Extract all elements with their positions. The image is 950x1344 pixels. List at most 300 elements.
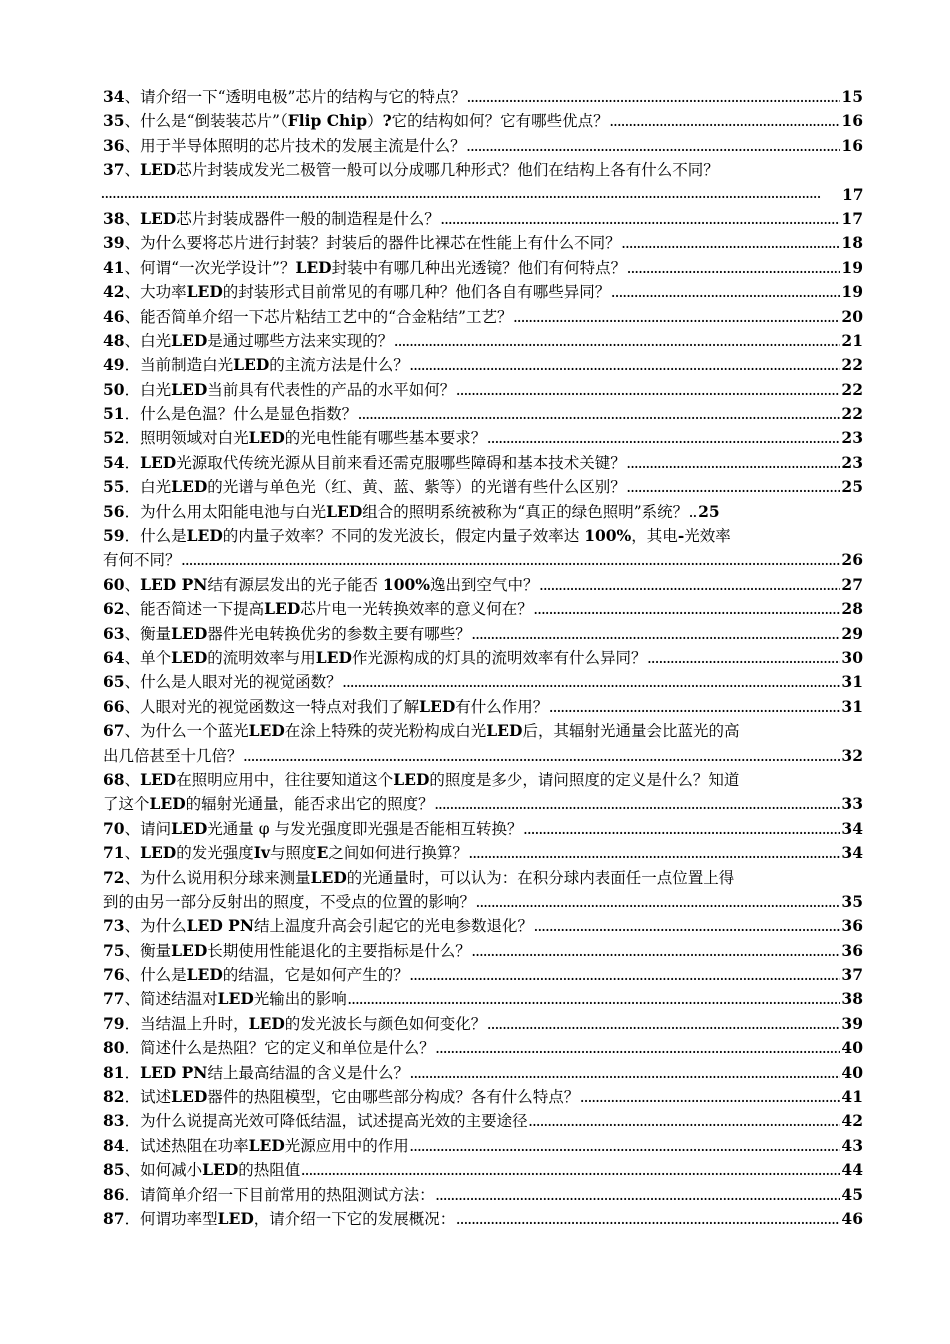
- entry-number: 39: [103, 233, 125, 253]
- entry-title-part: 何谓功率型: [140, 1209, 218, 1228]
- entry-title-part: 请问: [140, 819, 172, 838]
- entry-title: [140, 329, 393, 353]
- dot-leader: [472, 624, 841, 646]
- toc-entry[interactable]: [103, 329, 863, 353]
- entry-title-part: 的发光强度: [176, 844, 254, 863]
- entry-title-part: LED: [202, 1160, 239, 1180]
- entry-number: 60: [103, 574, 125, 594]
- entry-title-part: -: [677, 526, 685, 546]
- toc-entry[interactable]: [103, 134, 863, 158]
- entry-title-part: 为什么: [140, 917, 187, 936]
- toc-entry[interactable]: [103, 646, 863, 670]
- toc-entry[interactable]: [103, 1012, 863, 1036]
- page-number: 18: [841, 233, 863, 253]
- dot-leader: [436, 1185, 841, 1207]
- entry-title-part: 光源应用中的作用: [284, 1136, 409, 1155]
- entry-separator: 、: [124, 136, 141, 155]
- entry-title-part: 后，其辐射光通量会比蓝光的高: [522, 722, 740, 741]
- toc-entry[interactable]: [103, 109, 863, 133]
- entry-title-part: 的光电性能有哪些基本要求？: [284, 429, 487, 448]
- entry-number: 83: [103, 1111, 125, 1131]
- dot-leader: [647, 648, 840, 670]
- entry-title-part: 能否简单介绍一下芯片粘结工艺中的“合金粘结”工艺？: [140, 307, 513, 326]
- entry-title: [140, 987, 347, 1011]
- dot-leader: [244, 746, 841, 768]
- dot-leader: [358, 404, 840, 426]
- entry-title-part: 何谓“一次光学设计”？: [140, 258, 296, 277]
- entry-title-part: 100%: [382, 574, 430, 594]
- entry-title-part: 的结温，它是如何产生的？: [222, 966, 409, 985]
- entry-title-part: 什么是: [140, 966, 187, 985]
- entry-title-part: 有什么作用？: [455, 697, 549, 716]
- toc-entry[interactable]: [103, 207, 863, 231]
- page-number: 25: [841, 477, 863, 497]
- entry-number: 76: [103, 965, 125, 985]
- entry-title: [140, 1134, 409, 1158]
- entry-title: [140, 622, 471, 646]
- entry-title-part: 当前具有代表性的产品的水平如何？: [207, 380, 456, 399]
- entry-separator: ．: [124, 1014, 141, 1033]
- entry-title-part: LED: [171, 1087, 208, 1107]
- entry-separator: 、: [124, 770, 141, 789]
- dot-leader: [611, 282, 840, 304]
- page-number: 46: [841, 1208, 863, 1228]
- entry-number: 72: [103, 867, 125, 887]
- toc-entry-continuation: [103, 548, 863, 572]
- toc-entry[interactable]: [103, 719, 863, 743]
- entry-number: 42: [103, 282, 125, 302]
- page-number: 21: [841, 330, 863, 350]
- entry-separator: ．: [124, 1209, 141, 1228]
- page-number: 30: [841, 647, 863, 667]
- entry-title: [140, 1036, 435, 1060]
- dot-leader: [627, 453, 841, 475]
- entry-number: 46: [103, 306, 125, 326]
- entry-separator: 、: [124, 819, 141, 838]
- entry-title-part: LED: [140, 769, 177, 789]
- dot-leader: [610, 111, 841, 133]
- entry-title: [140, 231, 621, 255]
- entry-separator: 、: [124, 161, 141, 180]
- entry-number: 87: [103, 1208, 125, 1228]
- entry-title-part: LED: [217, 1208, 254, 1228]
- toc-entry[interactable]: [103, 158, 863, 182]
- entry-separator: 、: [124, 575, 141, 594]
- page-number: 45: [841, 1184, 863, 1204]
- entry-title-part: 白光: [140, 331, 172, 350]
- entry-title: [140, 841, 468, 865]
- entry-title: [140, 378, 455, 402]
- entry-separator: 、: [124, 844, 141, 863]
- entry-title-part: 与发光强度即光强是否能相互转换？: [269, 819, 523, 838]
- entry-number: 38: [103, 208, 125, 228]
- entry-title-part: 什么是人眼对光的视觉函数？: [140, 673, 342, 692]
- page-number: 19: [841, 282, 863, 302]
- toc-entry[interactable]: [103, 280, 863, 304]
- entry-title: [140, 1085, 579, 1109]
- entry-separator: 、: [124, 648, 141, 667]
- entry-title-part: 结上温度升高会引起它的光电参数退化？: [253, 917, 533, 936]
- entry-title-part: LED: [149, 794, 186, 814]
- entry-title-part: LED: [393, 769, 430, 789]
- entry-title-part: 衡量: [140, 624, 172, 643]
- dot-leader: [435, 794, 841, 816]
- dot-leader: [549, 697, 840, 719]
- entry-separator: 、: [124, 673, 141, 692]
- toc-entry[interactable]: [103, 841, 863, 865]
- entry-title-part: LED: [310, 867, 347, 887]
- entry-separator: 、: [124, 331, 141, 350]
- toc-entry[interactable]: [103, 1061, 863, 1085]
- entry-title-part: ，其电: [631, 527, 678, 546]
- toc-entry[interactable]: [103, 695, 863, 719]
- entry-title-part: LED: [171, 477, 208, 497]
- entry-separator: 、: [124, 624, 141, 643]
- entry-title-continuation: 有何不同？: [103, 551, 181, 570]
- entry-title-part: ?: [382, 111, 392, 131]
- entry-title-part: 的主流方法是什么？: [269, 356, 409, 375]
- entry-title: [140, 134, 466, 158]
- entry-number: 81: [103, 1062, 125, 1082]
- toc-entry[interactable]: [103, 451, 863, 475]
- entry-separator: 、: [124, 234, 141, 253]
- entry-title: [140, 1012, 486, 1036]
- dot-leader: [534, 599, 841, 621]
- entry-separator: 、: [124, 258, 141, 277]
- dot-leader: [301, 1160, 840, 1182]
- toc-entry[interactable]: [103, 622, 863, 646]
- entry-separator: 、: [124, 112, 141, 131]
- entry-title-part: 照明领域对白光: [140, 429, 249, 448]
- entry-number: 51: [103, 404, 125, 424]
- page-number: 41: [841, 1087, 863, 1107]
- entry-title-part: 为什么用太阳能电池与白光: [140, 502, 327, 521]
- entry-title-part: 芯片电一光转换效率的意义何在？: [300, 600, 533, 619]
- page-number: 16: [841, 111, 863, 131]
- page-number: 22: [841, 379, 863, 399]
- toc-entry[interactable]: [103, 768, 863, 792]
- entry-separator: 、: [124, 307, 141, 326]
- toc-entry-continuation: [103, 890, 863, 914]
- entry-separator: ．: [124, 1039, 141, 1058]
- entry-number: 73: [103, 916, 125, 936]
- entry-title: [140, 1158, 300, 1182]
- entry-title-part: LED: [248, 428, 285, 448]
- entry-separator: 、: [124, 917, 141, 936]
- entry-separator: 、: [124, 722, 141, 741]
- entry-separator: ．: [124, 527, 141, 546]
- entry-number: 82: [103, 1087, 125, 1107]
- dot-leader: [513, 307, 840, 329]
- entry-title-part: 的光通量时，可以认为：在积分球内表面任一点位置上得: [346, 868, 735, 887]
- entry-title-part: LED: [171, 940, 208, 960]
- entry-title-continuation: 到的由另一部分反射出的照度，不受点的位置的影响？: [103, 892, 476, 911]
- toc-entry[interactable]: [103, 987, 863, 1011]
- entry-number: 56: [103, 501, 125, 521]
- page-number: 39: [841, 1013, 863, 1033]
- entry-number: 84: [103, 1135, 125, 1155]
- page-number: 16: [841, 135, 863, 155]
- page-number: 15: [841, 87, 863, 106]
- entry-title-part: 什么是: [140, 527, 187, 546]
- entry-title-part: 的内量子效率？不同的发光波长，假定内量子效率达: [222, 527, 585, 546]
- entry-number: 62: [103, 599, 125, 619]
- toc-entry[interactable]: [103, 573, 863, 597]
- toc-entry[interactable]: [103, 939, 863, 963]
- page-number: 34: [841, 818, 863, 838]
- entry-number: 49: [103, 355, 125, 375]
- entry-separator: ．: [124, 478, 141, 497]
- entry-title: [140, 939, 471, 963]
- toc-entry[interactable]: [103, 524, 863, 548]
- entry-separator: 、: [124, 600, 141, 619]
- entry-title-part: 芯片封装成发光二极管一般可以分成哪几种形式？他们在结构上各有什么不同？: [176, 161, 719, 180]
- entry-title-part: 什么是色温？什么是显色指数？: [140, 405, 358, 424]
- entry-title-part: 用于半导体照明的芯片技术的发展主流是什么？: [140, 136, 466, 155]
- toc-entry[interactable]: [103, 402, 863, 426]
- toc-entry[interactable]: [103, 1183, 863, 1207]
- entry-separator: 、: [124, 941, 141, 960]
- entry-title-part: 器件光电转换优劣的参数主要有哪些？: [207, 624, 471, 643]
- toc-entry[interactable]: [103, 1036, 863, 1060]
- page-number: 44: [841, 1160, 863, 1180]
- toc-entry[interactable]: [103, 670, 863, 694]
- entry-title-part: 器件的热阻模型，它由哪些部分构成？各有什么特点？: [207, 1088, 580, 1107]
- dot-leader: [534, 916, 840, 938]
- entry-number: 50: [103, 379, 125, 399]
- dot-leader: [476, 892, 840, 914]
- entry-title-part: 为什么要将芯片进行封装？封装后的器件比裸芯在性能上有什么不同？: [140, 234, 621, 253]
- entry-title: [140, 305, 512, 329]
- entry-number: 48: [103, 330, 125, 350]
- toc-entry[interactable]: [103, 1085, 863, 1109]
- entry-separator: 、: [124, 697, 141, 716]
- entry-title-part: LED: [171, 647, 208, 667]
- page-number: 27: [841, 574, 863, 594]
- entry-title-part: LED: [248, 721, 285, 741]
- entry-title-part: 的照度是多少，请问照度的定义是什么？知道: [429, 770, 740, 789]
- entry-title-part: LED: [248, 1135, 285, 1155]
- entry-number: 68: [103, 769, 125, 789]
- toc-entry[interactable]: [103, 475, 863, 499]
- toc-entry[interactable]: [103, 426, 863, 450]
- entry-title-part: 什么是“倒装装芯片”（: [140, 112, 288, 131]
- toc-entry[interactable]: [103, 817, 863, 841]
- entry-title: [140, 573, 538, 597]
- entry-number: 37: [103, 160, 125, 180]
- entry-separator: 、: [124, 990, 141, 1009]
- entry-title-part: 在照明应用中，往往要知道这个: [176, 770, 394, 789]
- entry-title: [140, 1207, 455, 1231]
- entry-number: 59: [103, 526, 125, 546]
- entry-separator: 、: [124, 283, 141, 302]
- toc-entry[interactable]: [103, 1158, 863, 1182]
- entry-number: 52: [103, 428, 125, 448]
- page-number: 23: [841, 452, 863, 472]
- toc-entry-continuation: [103, 744, 863, 768]
- dot-leader: [394, 331, 840, 353]
- dot-leader: [467, 136, 841, 158]
- entry-title-part: LED: [295, 257, 332, 277]
- entry-number: 67: [103, 721, 125, 741]
- entry-title-part: 在涂上特殊的荧光粉构成白光: [284, 722, 487, 741]
- entry-number: 80: [103, 1038, 125, 1058]
- dot-leader: [456, 380, 840, 402]
- entry-number: 41: [103, 257, 125, 277]
- entry-separator: ．: [124, 1136, 141, 1155]
- page-number: 40: [841, 1038, 863, 1058]
- table-of-contents: [103, 85, 863, 1231]
- page-number: 22: [841, 355, 863, 375]
- dot-leader: [436, 1038, 841, 1060]
- entry-number: 63: [103, 623, 125, 643]
- dot-leader: [410, 1063, 840, 1085]
- dot-leader: [467, 87, 840, 109]
- entry-title-part: 的发光波长与颜色如何变化？: [284, 1014, 487, 1033]
- page-number: 17: [841, 183, 865, 207]
- entry-title: [140, 914, 533, 938]
- entry-number: 65: [103, 672, 125, 692]
- entry-title: [140, 1109, 528, 1133]
- dot-leader: [343, 672, 841, 694]
- dot-leader: [410, 355, 841, 377]
- entry-title: [140, 1183, 435, 1207]
- entry-title: [140, 475, 626, 499]
- toc-entry[interactable]: [103, 85, 863, 109]
- entry-title-part: 如何减小: [140, 1161, 203, 1180]
- entry-title-part: 它的结构如何？它有哪些优点？: [391, 112, 609, 131]
- entry-title-part: Flip Chip: [287, 111, 368, 131]
- dot-leader: [182, 550, 841, 572]
- toc-entry[interactable]: [103, 500, 863, 524]
- entry-title-part: 光源取代传统光源从目前来看还需克服哪些障碍和基本技术关键？: [176, 453, 626, 472]
- page-number: 33: [841, 794, 863, 814]
- entry-title-part: 逸出到空气中？: [430, 575, 539, 594]
- dot-leader: [456, 1209, 840, 1231]
- entry-title-part: LED: [186, 965, 223, 985]
- entry-number: 71: [103, 843, 125, 863]
- entry-title-part: φ: [258, 819, 270, 838]
- entry-separator: ．: [124, 1088, 141, 1107]
- page-number: 32: [841, 745, 863, 765]
- entry-title-part: 大功率: [140, 283, 187, 302]
- dot-leader: [348, 989, 841, 1011]
- entry-title-part: LED: [140, 843, 177, 863]
- entry-title-part: LED: [315, 647, 352, 667]
- entry-title: [140, 109, 609, 133]
- page-number: 23: [841, 428, 863, 448]
- page-number: 37: [841, 965, 863, 985]
- toc-entry[interactable]: [103, 256, 863, 280]
- entry-title-part: 光效率: [684, 527, 731, 546]
- entry-separator: ．: [124, 1185, 141, 1204]
- page-number: 40: [841, 1062, 863, 1082]
- entry-title-part: 的流明效率与用: [207, 648, 316, 667]
- page-number: 36: [841, 940, 863, 960]
- toc-entry[interactable]: [103, 305, 863, 329]
- entry-title-part: ，请介绍一下它的发展概况：: [253, 1209, 456, 1228]
- toc-entry[interactable]: [103, 866, 863, 890]
- entry-title-part: 组合的照明系统被称为“真正的绿色照明”系统？: [362, 502, 689, 521]
- entry-title-part: 的热阻值: [238, 1161, 301, 1180]
- toc-entry[interactable]: [103, 914, 863, 938]
- entry-title-part: LED: [140, 208, 177, 228]
- entry-number: 85: [103, 1160, 125, 1180]
- entry-title-part: 与照度: [270, 844, 317, 863]
- entry-title-part: LED: [326, 501, 363, 521]
- entry-title-part: 芯片封装成器件一般的制造程是什么？: [176, 209, 440, 228]
- entry-separator: ．: [124, 405, 141, 424]
- entry-number: 34: [103, 87, 125, 106]
- entry-title-part: 试述: [140, 1088, 172, 1107]
- dot-leader: [627, 477, 841, 499]
- entry-title-part: LED: [486, 721, 523, 741]
- dot-leader: [441, 209, 841, 231]
- entry-number: 70: [103, 818, 125, 838]
- page-number: 29: [841, 623, 863, 643]
- entry-title-part: 光输出的影响: [253, 990, 347, 1009]
- entry-title: [140, 670, 342, 694]
- entry-title-continuation: [103, 792, 434, 816]
- entry-separator: ．: [124, 380, 141, 399]
- toc-entry[interactable]: [103, 1109, 863, 1133]
- toc-entry[interactable]: [103, 963, 863, 987]
- entry-title: [140, 524, 731, 548]
- toc-entry[interactable]: [103, 597, 863, 621]
- toc-entry[interactable]: [103, 1207, 863, 1231]
- toc-entry[interactable]: [103, 378, 863, 402]
- entry-separator: 、: [124, 966, 141, 985]
- dot-leader: [469, 843, 841, 865]
- page-number: 38: [841, 989, 863, 1009]
- entry-title-part: LED: [171, 330, 208, 350]
- entry-number: 36: [103, 135, 125, 155]
- dot-leader: [627, 258, 840, 280]
- entry-title-part: LED: [171, 379, 208, 399]
- page-number: 43: [841, 1135, 863, 1155]
- entry-separator: ．: [124, 429, 141, 448]
- page-number: 34: [841, 843, 863, 863]
- dot-leader: [410, 1136, 841, 1158]
- entry-title-part: LED: [186, 526, 223, 546]
- page-number: 22: [841, 404, 863, 424]
- entry-separator: 、: [124, 868, 141, 887]
- entry-title-part: 结有源层发出的光子能否: [207, 575, 383, 594]
- entry-number: 55: [103, 477, 125, 497]
- entry-title: [140, 402, 357, 426]
- entry-title-part: LED PN: [186, 916, 254, 936]
- entry-number: 64: [103, 647, 125, 667]
- entry-title-part: 是通过哪些方法来实现的？: [207, 331, 394, 350]
- entry-title-part: Iv: [253, 843, 271, 863]
- entry-separator: ．: [124, 502, 141, 521]
- toc-entry[interactable]: [103, 231, 863, 255]
- entry-separator: 、: [124, 209, 141, 228]
- toc-entry[interactable]: [103, 353, 863, 377]
- entry-number: 75: [103, 940, 125, 960]
- dot-leader: [524, 819, 841, 841]
- page-number: 36: [841, 916, 863, 936]
- entry-title-part: 光通量: [207, 819, 259, 838]
- dot-leader: [487, 428, 840, 450]
- entry-title: [140, 207, 440, 231]
- page-number: 25: [698, 501, 720, 521]
- toc-entry[interactable]: [103, 1134, 863, 1158]
- entry-title-part: LED: [140, 452, 177, 472]
- entry-title-part: E: [316, 843, 329, 863]
- entry-title: [140, 768, 739, 792]
- entry-title-part: ）: [367, 112, 383, 131]
